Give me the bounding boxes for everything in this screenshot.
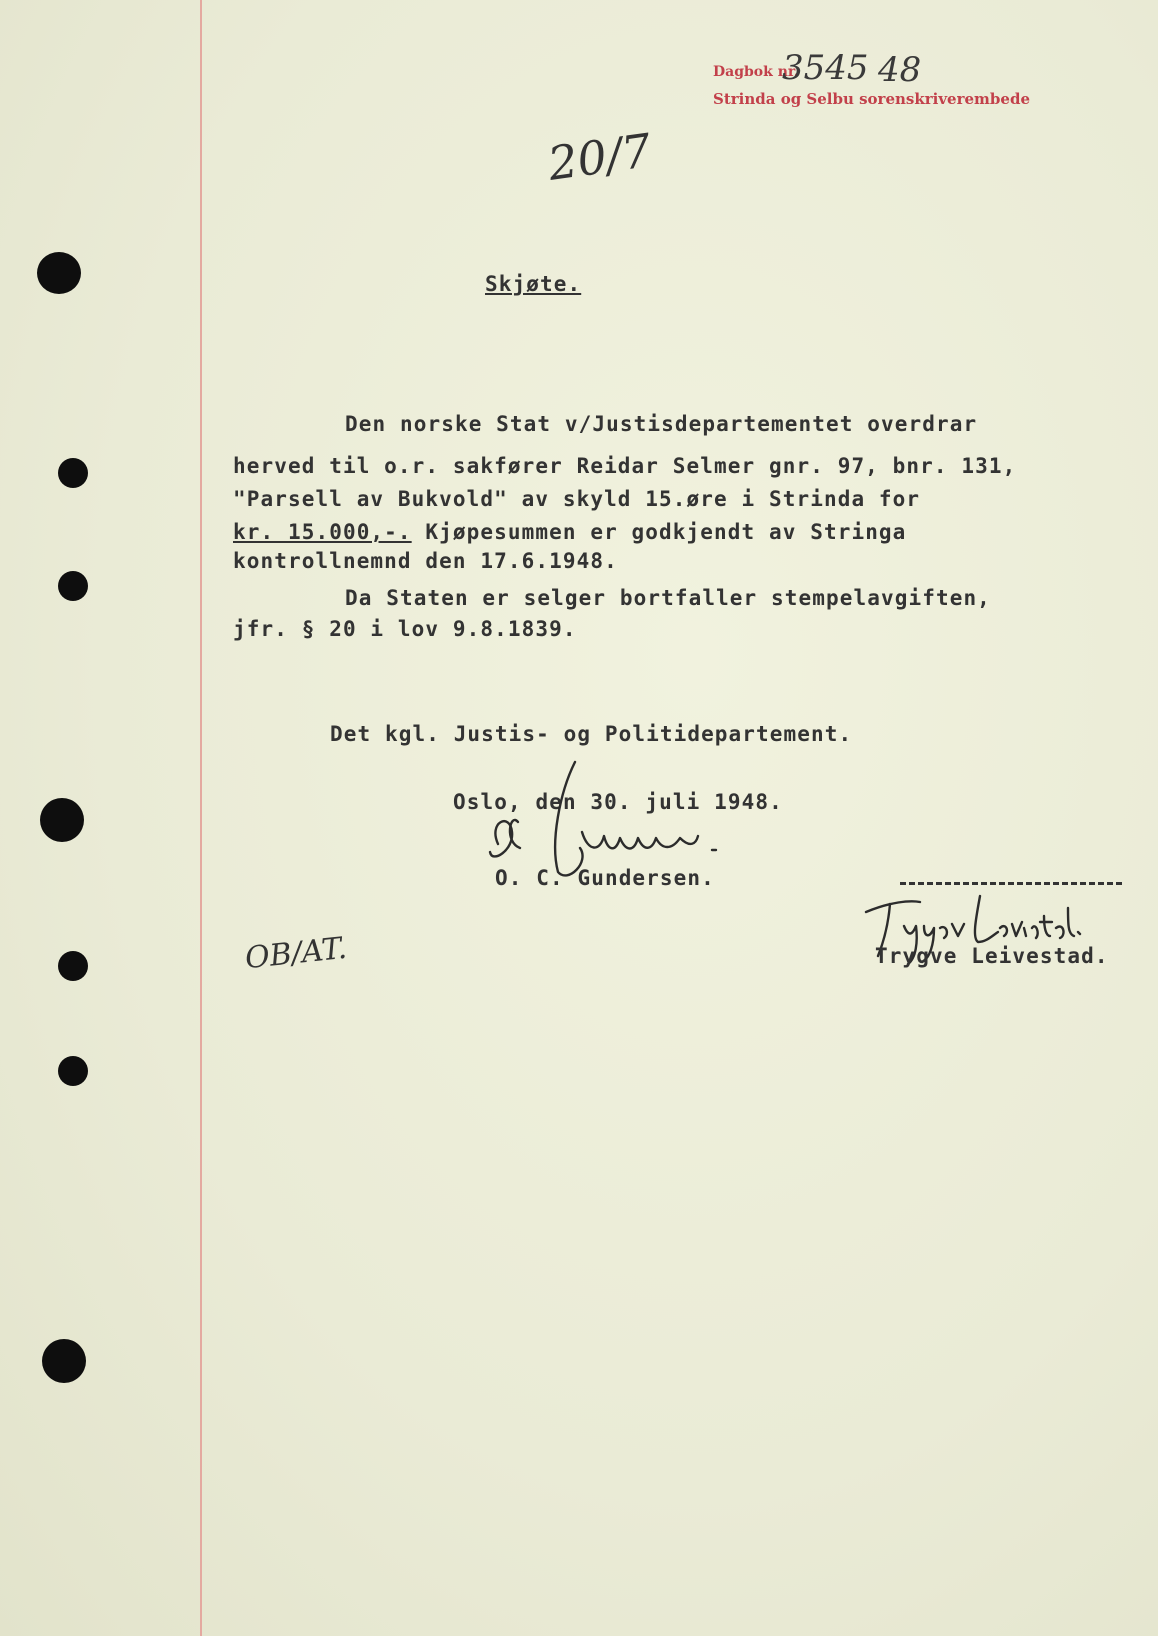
signature-line — [900, 882, 1122, 885]
body-line: Den norske Stat v/Justisdepartementet overdrar — [345, 412, 978, 436]
body-line-rest: Kjøpesummen er godkjendt av Stringa — [411, 520, 907, 544]
registry-stamp-office: Strinda og Selbu sorenskriverembede — [713, 90, 1030, 108]
registry-number: 3545 — [782, 48, 869, 88]
punch-hole — [58, 951, 88, 981]
registry-stamp-label: Dagbok nr. — [713, 64, 799, 80]
registry-year: 48 — [878, 50, 922, 90]
signature-gundersen — [480, 752, 740, 892]
punch-hole — [58, 571, 88, 601]
signer-name: Trygve Leivestad. — [875, 944, 1109, 968]
margin-line — [200, 0, 202, 1636]
purchase-amount: kr. 15.000,-. — [233, 520, 412, 544]
punch-hole — [42, 1339, 86, 1383]
signer-name: O. C. Gundersen. — [495, 866, 715, 890]
handwritten-date: 20/7 — [544, 123, 655, 191]
body-line: "Parsell av Bukvold" av skyld 15.øre i Strinda for — [233, 487, 921, 511]
punch-hole — [40, 798, 84, 842]
body-line: kontrollnemnd den 17.6.1948. — [233, 549, 618, 573]
punch-hole — [58, 458, 88, 488]
body-line: Da Staten er selger bortfaller stempelavgiften, — [345, 586, 991, 610]
document-title: Skjøte. — [485, 272, 582, 296]
punch-hole — [58, 1056, 88, 1086]
body-line: herved til o.r. sakfører Reidar Selmer gnr. 97, bnr. 131, — [233, 454, 1017, 478]
punch-hole — [37, 252, 81, 294]
body-line: jfr. § 20 i lov 9.8.1839. — [233, 617, 577, 641]
handwritten-initials: OB/AT. — [243, 930, 349, 977]
place-date: Oslo, den 30. juli 1948. — [453, 790, 783, 814]
department-name: Det kgl. Justis- og Politidepartement. — [330, 722, 853, 746]
body-line — [233, 520, 906, 544]
